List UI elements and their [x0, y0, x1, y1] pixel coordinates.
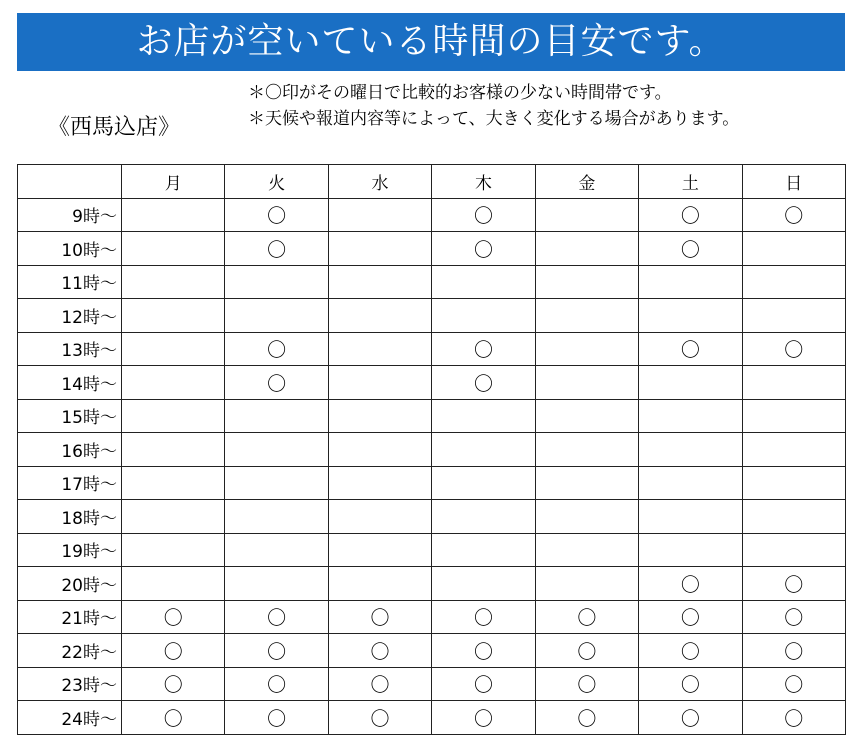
available-circle-icon: 〇 — [473, 205, 493, 228]
hour-label: 21時～ — [18, 600, 122, 634]
slot-cell — [225, 600, 328, 634]
slot-cell — [535, 399, 638, 433]
slot-cell — [432, 634, 535, 668]
table-row — [18, 198, 846, 232]
slot-cell — [742, 466, 845, 500]
available-circle-icon: 〇 — [680, 707, 700, 730]
slot-cell — [122, 332, 225, 366]
available-circle-icon: 〇 — [473, 707, 493, 730]
slot-cell — [328, 600, 431, 634]
slot-cell — [432, 299, 535, 333]
slot-cell — [432, 198, 535, 232]
slot-cell — [225, 265, 328, 299]
slot-cell — [225, 466, 328, 500]
slot-cell — [328, 500, 431, 534]
slot-cell — [742, 634, 845, 668]
hour-label: 13時～ — [18, 332, 122, 366]
slot-cell — [328, 667, 431, 701]
available-circle-icon: 〇 — [370, 707, 390, 730]
available-circle-icon: 〇 — [473, 238, 493, 261]
slot-cell — [122, 600, 225, 634]
slot-cell — [122, 667, 225, 701]
slot-cell — [432, 701, 535, 735]
slot-cell — [432, 265, 535, 299]
hour-label: 9時～ — [18, 198, 122, 232]
available-circle-icon: 〇 — [680, 339, 700, 362]
slot-cell — [535, 299, 638, 333]
slot-cell — [122, 634, 225, 668]
available-circle-icon: 〇 — [267, 674, 287, 697]
slot-cell — [535, 433, 638, 467]
available-circle-icon: 〇 — [473, 339, 493, 362]
note-disclaimer: ＊天候や報道内容等によって、大きく変化する場合があります。 — [248, 109, 740, 129]
slot-cell — [122, 500, 225, 534]
available-circle-icon: 〇 — [163, 674, 183, 697]
slot-cell — [328, 466, 431, 500]
day-header: 火 — [225, 165, 328, 199]
slot-cell — [639, 634, 742, 668]
available-circle-icon: 〇 — [473, 640, 493, 663]
available-circle-icon: 〇 — [163, 640, 183, 663]
available-circle-icon: 〇 — [267, 238, 287, 261]
available-circle-icon: 〇 — [784, 707, 804, 730]
available-circle-icon: 〇 — [370, 640, 390, 663]
slot-cell — [639, 299, 742, 333]
slot-cell — [535, 500, 638, 534]
available-circle-icon: 〇 — [370, 674, 390, 697]
day-header: 日 — [742, 165, 845, 199]
table-row — [18, 600, 846, 634]
slot-cell — [225, 567, 328, 601]
hour-label: 23時～ — [18, 667, 122, 701]
available-circle-icon: 〇 — [784, 640, 804, 663]
slot-cell — [639, 500, 742, 534]
hour-label: 24時～ — [18, 701, 122, 735]
slot-cell — [225, 399, 328, 433]
slot-cell — [432, 433, 535, 467]
available-circle-icon: 〇 — [784, 607, 804, 630]
busy-hours-table — [17, 164, 846, 735]
hour-label: 14時～ — [18, 366, 122, 400]
slot-cell — [639, 265, 742, 299]
slot-cell — [535, 232, 638, 266]
slot-cell — [742, 567, 845, 601]
available-circle-icon: 〇 — [473, 674, 493, 697]
slot-cell — [639, 433, 742, 467]
table-row — [18, 533, 846, 567]
table-row — [18, 433, 846, 467]
slot-cell — [432, 399, 535, 433]
slot-cell — [122, 533, 225, 567]
table-row — [18, 265, 846, 299]
slot-cell — [639, 667, 742, 701]
available-circle-icon: 〇 — [267, 339, 287, 362]
slot-cell — [122, 299, 225, 333]
slot-cell — [535, 366, 638, 400]
slot-cell — [328, 366, 431, 400]
hour-label: 19時～ — [18, 533, 122, 567]
hour-label: 12時～ — [18, 299, 122, 333]
slot-cell — [225, 198, 328, 232]
slot-cell — [328, 198, 431, 232]
slot-cell — [742, 366, 845, 400]
slot-cell — [639, 198, 742, 232]
slot-cell — [328, 433, 431, 467]
slot-cell — [742, 332, 845, 366]
note-mark-meaning: ＊〇印がその曜日で比較的お客様の少ない時間帯です。 — [248, 83, 672, 103]
available-circle-icon: 〇 — [577, 640, 597, 663]
slot-cell — [432, 533, 535, 567]
available-circle-icon: 〇 — [577, 674, 597, 697]
hour-label: 15時～ — [18, 399, 122, 433]
slot-cell — [122, 265, 225, 299]
slot-cell — [639, 600, 742, 634]
table-row — [18, 299, 846, 333]
table-row — [18, 701, 846, 735]
slot-cell — [535, 634, 638, 668]
available-circle-icon: 〇 — [784, 573, 804, 596]
slot-cell — [639, 232, 742, 266]
slot-cell — [225, 533, 328, 567]
table-row — [18, 466, 846, 500]
slot-cell — [639, 332, 742, 366]
slot-cell — [742, 299, 845, 333]
slot-cell — [535, 701, 638, 735]
available-circle-icon: 〇 — [784, 339, 804, 362]
available-circle-icon: 〇 — [267, 640, 287, 663]
slot-cell — [225, 433, 328, 467]
slot-cell — [432, 366, 535, 400]
slot-cell — [535, 600, 638, 634]
slot-cell — [225, 634, 328, 668]
slot-cell — [639, 567, 742, 601]
slot-cell — [328, 299, 431, 333]
slot-cell — [742, 500, 845, 534]
slot-cell — [432, 567, 535, 601]
slot-cell — [742, 198, 845, 232]
slot-cell — [328, 232, 431, 266]
slot-cell — [122, 366, 225, 400]
hour-label: 16時～ — [18, 433, 122, 467]
slot-cell — [742, 667, 845, 701]
available-circle-icon: 〇 — [370, 607, 390, 630]
slot-cell — [742, 600, 845, 634]
slot-cell — [639, 533, 742, 567]
store-name: 《西馬込店》 — [48, 115, 181, 140]
available-circle-icon: 〇 — [473, 607, 493, 630]
slot-cell — [328, 701, 431, 735]
slot-cell — [225, 299, 328, 333]
slot-cell — [432, 232, 535, 266]
available-circle-icon: 〇 — [680, 607, 700, 630]
table-corner — [18, 165, 122, 199]
slot-cell — [122, 399, 225, 433]
day-header: 水 — [328, 165, 431, 199]
day-header: 木 — [432, 165, 535, 199]
available-circle-icon: 〇 — [680, 205, 700, 228]
available-circle-icon: 〇 — [473, 372, 493, 395]
slot-cell — [742, 399, 845, 433]
slot-cell — [328, 332, 431, 366]
slot-cell — [328, 634, 431, 668]
available-circle-icon: 〇 — [267, 205, 287, 228]
slot-cell — [328, 567, 431, 601]
slot-cell — [742, 533, 845, 567]
slot-cell — [742, 433, 845, 467]
day-header: 月 — [122, 165, 225, 199]
available-circle-icon: 〇 — [680, 674, 700, 697]
hour-label: 20時～ — [18, 567, 122, 601]
slot-cell — [122, 433, 225, 467]
slot-cell — [639, 701, 742, 735]
slot-cell — [225, 701, 328, 735]
slot-cell — [122, 701, 225, 735]
slot-cell — [742, 265, 845, 299]
table-row — [18, 232, 846, 266]
slot-cell — [535, 265, 638, 299]
slot-cell — [122, 232, 225, 266]
slot-cell — [432, 466, 535, 500]
available-circle-icon: 〇 — [267, 707, 287, 730]
slot-cell — [535, 533, 638, 567]
page-title-banner — [17, 13, 845, 71]
slot-cell — [432, 667, 535, 701]
slot-cell — [328, 265, 431, 299]
available-circle-icon: 〇 — [784, 205, 804, 228]
hour-label: 18時～ — [18, 500, 122, 534]
table-row — [18, 634, 846, 668]
slot-cell — [432, 332, 535, 366]
slot-cell — [122, 198, 225, 232]
slot-cell — [225, 332, 328, 366]
slot-cell — [328, 399, 431, 433]
slot-cell — [639, 399, 742, 433]
slot-cell — [225, 366, 328, 400]
slot-cell — [535, 567, 638, 601]
table-row — [18, 399, 846, 433]
available-circle-icon: 〇 — [784, 674, 804, 697]
hour-label: 10時～ — [18, 232, 122, 266]
hour-label: 17時～ — [18, 466, 122, 500]
slot-cell — [639, 466, 742, 500]
slot-cell — [328, 533, 431, 567]
slot-cell — [122, 567, 225, 601]
slot-cell — [639, 366, 742, 400]
table-row — [18, 567, 846, 601]
slot-cell — [225, 667, 328, 701]
slot-cell — [225, 232, 328, 266]
slot-cell — [535, 198, 638, 232]
available-circle-icon: 〇 — [163, 707, 183, 730]
slot-cell — [535, 466, 638, 500]
notes — [248, 80, 858, 132]
slot-cell — [432, 600, 535, 634]
day-header: 金 — [535, 165, 638, 199]
hour-label: 22時～ — [18, 634, 122, 668]
table-row — [18, 667, 846, 701]
hour-label: 11時～ — [18, 265, 122, 299]
available-circle-icon: 〇 — [680, 238, 700, 261]
slot-cell — [535, 667, 638, 701]
table-row — [18, 332, 846, 366]
slot-cell — [742, 232, 845, 266]
slot-cell — [535, 332, 638, 366]
day-header: 土 — [639, 165, 742, 199]
slot-cell — [122, 466, 225, 500]
table-body — [18, 198, 846, 734]
slot-cell — [742, 701, 845, 735]
slot-cell — [432, 500, 535, 534]
slot-cell — [225, 500, 328, 534]
available-circle-icon: 〇 — [577, 607, 597, 630]
table-header-row — [18, 165, 846, 199]
table-row — [18, 366, 846, 400]
available-circle-icon: 〇 — [267, 607, 287, 630]
available-circle-icon: 〇 — [577, 707, 597, 730]
available-circle-icon: 〇 — [163, 607, 183, 630]
available-circle-icon: 〇 — [680, 640, 700, 663]
table-row — [18, 500, 846, 534]
available-circle-icon: 〇 — [267, 372, 287, 395]
available-circle-icon: 〇 — [680, 573, 700, 596]
page-title: お店が空いている時間の目安です。 — [136, 21, 726, 62]
